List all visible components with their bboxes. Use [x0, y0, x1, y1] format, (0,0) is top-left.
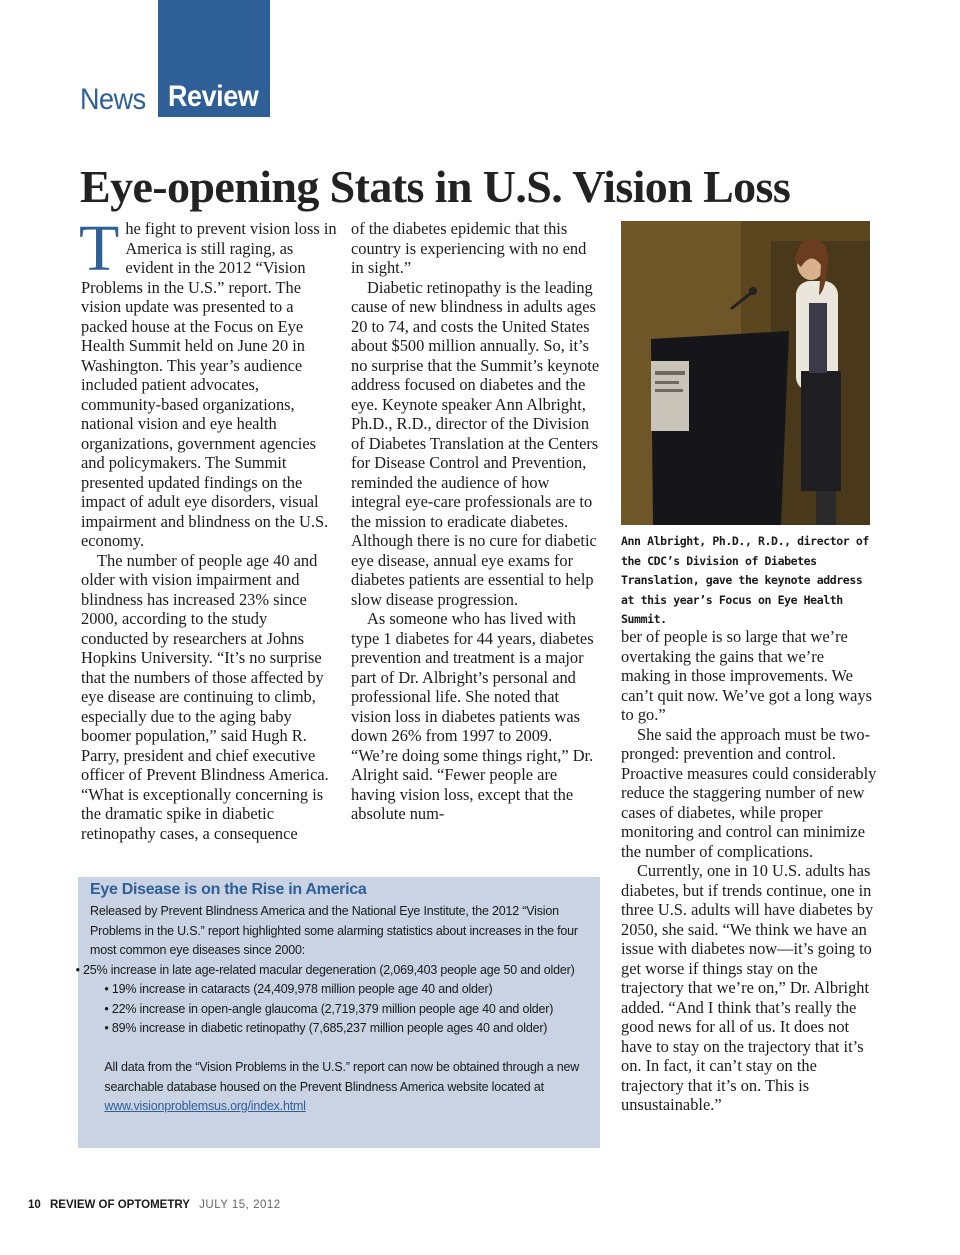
- article-column-2: [351, 219, 603, 824]
- sidebar-note: [90, 1057, 589, 1116]
- article-column-3: [621, 627, 877, 1115]
- article-column-1: [79, 212, 337, 843]
- speaker-photo: [621, 221, 870, 525]
- sidebar-bullet: • 25% increase in late age-related macular degeneration (2,069,403 people age 50 and older): [75, 961, 575, 977]
- section-header: [80, 80, 163, 117]
- paragraph: of the diabetes epidemic that this country is experiencing with no end in sight.”: [351, 219, 587, 277]
- paragraph: ber of people is so large that we’re overtaking the gains that we’re making in those improvements. We can’t quit now. We’ve got a long ways to go.”: [621, 627, 873, 724]
- subsection-label: Review: [168, 80, 259, 113]
- paragraph: Diabetic retinopathy is the leading cause of new blindness in adults ages 20 to 74, and costs the United States about $500 million annually. So, it’s no surprise that the Summit’s keynote address focused on diabetes and the eye. Keynote speaker Ann Albright, Ph.D., R.D., director of the Division of Diabetes Translation at the Centers for Disease Control and Prevention, reminded the audience of how integral eye-care professionals are to the mission to eradicate diabetes. Although there is no cure for diabetic eye disease, annual eye exams for diabetes patients are essential to help slow disease progression.: [351, 277, 600, 609]
- sidebar-title: Eye Disease is on the Rise in America: [90, 881, 367, 898]
- section-label: News: [80, 83, 146, 116]
- sidebar-body: [75, 901, 589, 1116]
- paragraph: [79, 212, 337, 551]
- issue-date: JULY 15, 2012: [199, 1199, 281, 1211]
- sidebar-box: [75, 877, 600, 1148]
- sidebar-bullet: • 19% increase in cataracts (24,409,978 million people age 40 and older): [104, 981, 493, 996]
- paragraph: The number of people age 40 and older with vision impairment and blindness has increased 23% since 2000, according to the study conducted by researchers at Johns Hopkins University. “It’s no surprise that the numbers of those affected by eye disease are continuing to climb, especially due to the aging baby boomer population,” said Hugh R. Parry, president and chief executive officer of Prevent Blindness America. “What is exceptionally concerning is the dramatic spike in diabetic retinopathy cases, a consequence: [81, 550, 329, 843]
- speaker-photo-illustration: [621, 221, 870, 525]
- drop-cap: T: [79, 212, 120, 285]
- paragraph: Currently, one in 10 U.S. adults has diabetes, but if trends continue, one in three U.S. adults will have diabetes by 2050, she said. “We think we have an issue with diabetes now—it’s going to get worse if things stay on the trajectory that we’re on,” Dr. Albright added. “And I think that’s really the good news for all of us. It does not have to stay on the trajectory that it’s on. In fact, it can’t stay on the trajectory that it’s on. This is unsustainable.”: [621, 861, 874, 1114]
- sidebar-note-text: All data from the “Vision Problems in the U.S.” report can now be obtained through a new searchable database housed on the Prevent Blindness America website located at: [104, 1059, 580, 1094]
- page-footer: [28, 1197, 281, 1213]
- magazine-name: REVIEW OF OPTOMETRY: [50, 1199, 190, 1211]
- article-headline: Eye-opening Stats in U.S. Vision Loss: [80, 161, 791, 212]
- page-number: 10: [28, 1199, 41, 1211]
- sidebar-bullet: • 89% increase in diabetic retinopathy (7,685,237 million people ages 40 and older): [104, 1020, 548, 1035]
- paragraph: She said the approach must be two-pronged: prevention and control. Proactive measures could considerably reduce the staggering number of new cases of diabetes, while proper monitoring and control can minimize the number of complications.: [621, 724, 877, 861]
- sidebar-intro: Released by Prevent Blindness America and the National Eye Institute, the 2012 “Vision Problems in the U.S.” report highlighted some alarming statistics about increases in the four most common eye diseases since 2000:: [90, 903, 578, 957]
- database-link[interactable]: www.visionproblemsus.org/index.html: [104, 1098, 306, 1113]
- sidebar-bullet: • 22% increase in open-angle glaucoma (2,719,379 million people age 40 and older): [104, 1000, 554, 1016]
- photo-caption: Ann Albright, Ph.D., R.D., director of the CDC’s Division of Diabetes Translation, gave the keynote address at this year’s Focus on Eye Health Summit.: [621, 534, 869, 626]
- paragraph-text: he fight to prevent vision loss in America is still raging, as evident in the 2012 “Vision Problems in the U.S.” report. The vision update was presented to a packed house at the Focus on Eye Health Summit held on June 20 in Washington. This year’s audience included patient advocates, community-based organizations, national vision and eye health organizations, government agencies and policymakers. The Summit presented updated findings on the impact of adult eye disorders, visual impairment and blindness on the U.S. economy.: [81, 219, 337, 550]
- paragraph: As someone who has lived with type 1 diabetes for 44 years, diabetes prevention and treatment is a major part of Dr. Albright’s personal and professional life. She noted that vision loss in diabetes patients was down 26% from 1997 to 2009. “We’re doing some things right,” Dr. Alright said. “Fewer people are having vision loss, except that the absolute num-: [351, 609, 594, 823]
